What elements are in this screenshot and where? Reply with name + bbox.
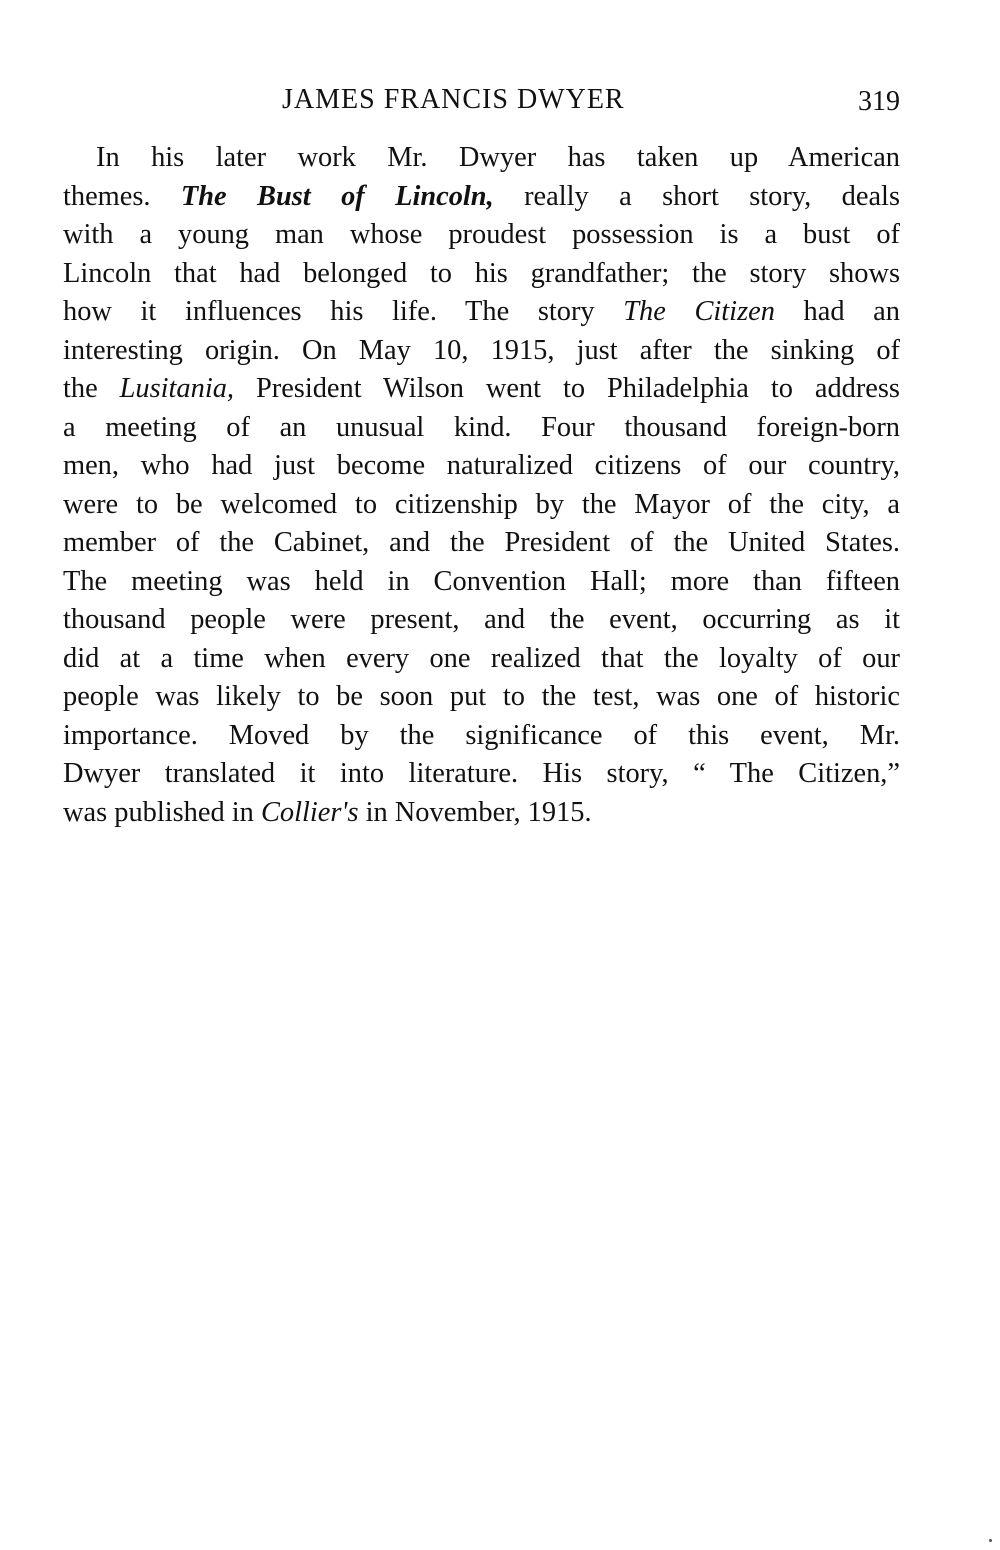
text-segment: importance. Moved by the significance of this event, Mr.	[63, 719, 900, 751]
text-segment: thousand people were present, and the event, occurring as it	[63, 604, 900, 635]
text-segment: interesting origin. On May 10, 1915, just after the sinking of	[63, 334, 900, 366]
text-line	[63, 717, 900, 756]
text-segment: the	[63, 373, 120, 404]
text-line	[63, 409, 900, 448]
text-segment: really a short story, deals	[493, 180, 900, 212]
text-segment: member of the Cabinet, and the President of the United States.	[63, 527, 900, 558]
text-segment: in November, 1915.	[358, 796, 592, 828]
text-line	[63, 486, 900, 525]
text-segment: Lincoln that had belonged to his grandfather; the story shows	[63, 257, 900, 289]
text-line	[63, 447, 900, 486]
text-segment: was published in	[63, 796, 261, 828]
text-segment: In his later work Mr. Dwyer has taken up American	[96, 142, 900, 173]
text-line	[63, 370, 900, 409]
text-line	[63, 139, 900, 178]
text-segment: The meeting was held in Convention Hall; more than fifteen	[63, 565, 900, 597]
text-line	[63, 601, 900, 640]
text-segment: did at a time when every one realized that the loyalty of our	[63, 642, 900, 674]
book-title-bust-of-lincoln: The Bust of Lincoln,	[180, 180, 494, 212]
magazine-title-colliers: Collier's	[260, 796, 359, 828]
text-line	[63, 794, 900, 833]
story-title-the-citizen: The Citizen	[623, 296, 775, 327]
text-segment: men, who had just become naturalized citizens of our country,	[63, 450, 900, 481]
ship-name-lusitania: Lusitania,	[119, 373, 235, 404]
text-segment: with a young man whose proudest possession is a bust of	[63, 219, 900, 250]
text-line	[63, 293, 900, 332]
text-line	[63, 563, 900, 602]
text-segment: how it influences his life. The story	[63, 296, 624, 327]
text-line	[63, 640, 900, 679]
scan-speck	[989, 1539, 992, 1542]
text-line	[63, 524, 900, 563]
body-paragraph	[63, 139, 900, 832]
text-segment: had an	[774, 296, 900, 327]
page-number: 319	[858, 86, 900, 117]
running-head	[62, 82, 900, 122]
text-segment: were to be welcomed to citizenship by the Mayor of the city, a	[63, 488, 900, 520]
text-line	[63, 255, 900, 294]
text-segment: people was likely to be soon put to the test, was one of historic	[63, 681, 900, 712]
text-line	[63, 755, 900, 794]
text-line	[63, 332, 900, 371]
running-title: JAMES FRANCIS DWYER	[282, 84, 625, 115]
text-segment: President Wilson went to Philadelphia to address	[234, 373, 900, 404]
text-segment: Dwyer translated it into literature. His story, “ The Citizen,”	[63, 758, 900, 789]
text-segment: a meeting of an unusual kind. Four thousand foreign-born	[63, 411, 900, 443]
text-line	[63, 216, 900, 255]
text-segment: themes.	[63, 180, 181, 212]
text-line	[63, 178, 900, 217]
text-line	[63, 678, 900, 717]
